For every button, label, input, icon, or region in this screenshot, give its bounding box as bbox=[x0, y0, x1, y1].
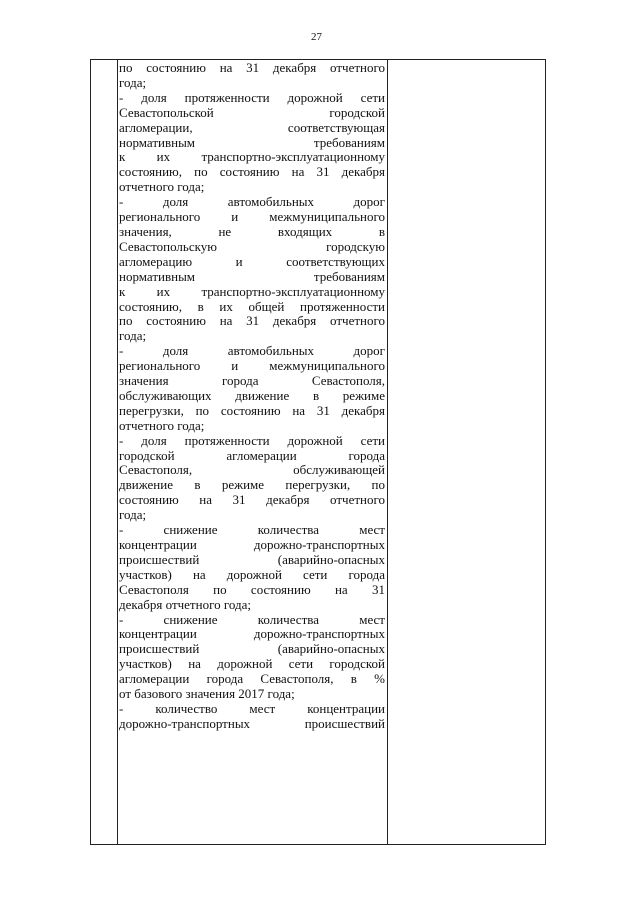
text-line: - доля автомобильных дорог bbox=[119, 343, 385, 359]
document-table bbox=[90, 59, 546, 845]
text-line: нормативным требованиям bbox=[119, 268, 385, 284]
text-line: перегрузки, по состоянию на 31 декабря bbox=[119, 402, 385, 418]
text-line: регионального и межмуниципального bbox=[119, 209, 385, 225]
text-line: года; bbox=[119, 74, 147, 90]
text-line: от базового значения 2017 года; bbox=[119, 686, 295, 702]
column-divider-left bbox=[117, 60, 118, 844]
text-line: - доля автомобильных дорог bbox=[119, 194, 385, 210]
text-line: Севастопольской городской bbox=[119, 104, 385, 120]
text-line: происшествий (аварийно-опасных bbox=[119, 641, 385, 657]
text-line: агломерации города Севастополя, в % bbox=[119, 671, 385, 687]
text-line: года; bbox=[119, 507, 147, 523]
text-line: - количество мест концентрации bbox=[119, 700, 385, 716]
page-number: 27 bbox=[311, 31, 322, 43]
text-line: состоянию, в их общей протяженности bbox=[119, 298, 385, 314]
text-line: регионального и межмуниципального bbox=[119, 358, 385, 374]
text-line: состоянию, по состоянию на 31 декабря bbox=[119, 164, 385, 180]
text-line: - доля протяженности дорожной сети bbox=[119, 432, 385, 448]
text-line: - снижение количества мест bbox=[119, 522, 385, 538]
text-line: участков) на дорожной сети города bbox=[119, 566, 385, 582]
text-line: по состоянию на 31 декабря отчетного bbox=[119, 60, 385, 75]
text-line: агломерацию и соответствующих bbox=[119, 253, 385, 269]
text-line: по состоянию на 31 декабря отчетного bbox=[119, 313, 385, 329]
text-line: значения города Севастополя, bbox=[119, 373, 385, 389]
text-line: нормативным требованиям bbox=[119, 134, 385, 150]
text-line: Севастопольскую городскую bbox=[119, 238, 385, 254]
text-line: к их транспортно-эксплуатационному bbox=[119, 283, 385, 299]
text-line: движение в режиме перегрузки, по bbox=[119, 477, 385, 493]
text-line: Севастополя по состоянию на 31 bbox=[119, 581, 385, 597]
text-line: к их транспортно-эксплуатационному bbox=[119, 149, 385, 165]
text-line: участков) на дорожной сети городской bbox=[119, 656, 385, 672]
text-line: концентрации дорожно-транспортных bbox=[119, 626, 385, 642]
text-line: декабря отчетного года; bbox=[119, 596, 251, 612]
text-line: происшествий (аварийно-опасных bbox=[119, 551, 385, 567]
text-line: отчетного года; bbox=[119, 179, 205, 195]
text-line: состоянию на 31 декабря отчетного bbox=[119, 492, 385, 508]
text-line: обслуживающих движение в режиме bbox=[119, 387, 385, 403]
text-line: года; bbox=[119, 328, 147, 344]
text-line: городской агломерации города bbox=[119, 447, 385, 463]
text-line: концентрации дорожно-транспортных bbox=[119, 537, 385, 552]
text-line: агломерации, соответствующая bbox=[119, 119, 385, 135]
indicators-text-cell bbox=[119, 61, 385, 732]
text-line: Севастополя, обслуживающей bbox=[119, 462, 385, 478]
text-line: значения, не входящих в bbox=[119, 223, 385, 239]
text-line: отчетного года; bbox=[119, 417, 205, 433]
text-line: - доля протяженности дорожной сети bbox=[119, 89, 385, 105]
text-line: - снижение количества мест bbox=[119, 611, 385, 627]
text-line: дорожно-транспортных происшествий bbox=[119, 715, 385, 731]
column-divider-right bbox=[387, 60, 388, 844]
